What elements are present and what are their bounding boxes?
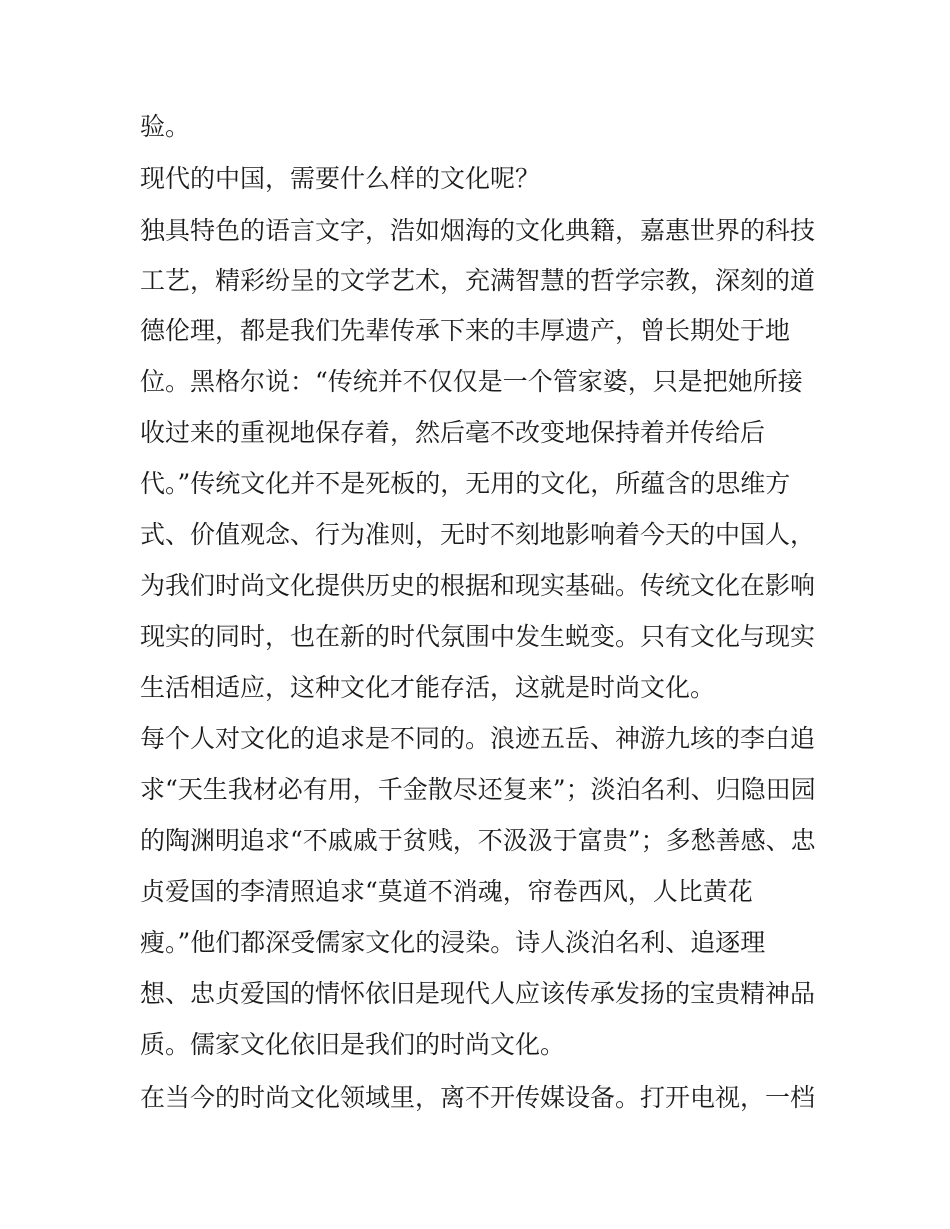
- text-line: 验。: [140, 112, 191, 141]
- text-line: 在当今的时尚文化领域里，离不开传媒设备。打开电视，一档: [140, 1083, 816, 1112]
- text-line: 现实的同时，也在新的时代氛围中发生蜕变。只有文化与现实: [140, 622, 816, 651]
- text-line: 工艺，精彩纷呈的文学艺术，充满智慧的哲学宗教，深刻的道: [140, 266, 816, 295]
- text-line: 想、忠贞爱国的情怀依旧是现代人应该传承发扬的宝贵精神品: [140, 979, 816, 1008]
- text-line: 的陶渊明追求“不戚戚于贫贱，不汲汲于富贵”；多愁善感、忠: [140, 826, 816, 855]
- text-line: 为我们时尚文化提供历史的根据和现实基础。传统文化在影响: [140, 571, 816, 600]
- text-line: 每个人对文化的追求是不同的。浪迹五岳、神游九垓的李白追: [140, 724, 816, 753]
- text-line: 现代的中国，需要什么样的文化呢？: [140, 164, 541, 193]
- text-line: 德伦理，都是我们先辈传承下来的丰厚遗产，曾长期处于地: [140, 316, 791, 345]
- text-line: 瘦。”他们都深受儒家文化的浸染。诗人淡泊名利、追逐理: [140, 928, 766, 957]
- text-line: 收过来的重视地保存着，然后毫不改变地保持着并传给后: [140, 418, 766, 447]
- text-line: 式、价值观念、行为准则，无时不刻地影响着今天的中国人，: [140, 520, 816, 549]
- text-line: 生活相适应，这种文化才能存活，这就是时尚文化。: [140, 673, 716, 702]
- text-line: 求“天生我材必有用，千金散尽还复来”；淡泊名利、归隐田园: [140, 775, 816, 804]
- text-line: 位。黑格尔说：“传统并不仅仅是一个管家婆，只是把她所接: [140, 367, 803, 396]
- text-line: 代。”传统文化并不是死板的，无用的文化，所蕴含的思维方: [140, 469, 791, 498]
- text-line: 质。儒家文化依旧是我们的时尚文化。: [140, 1030, 566, 1059]
- text-line: 独具特色的语言文字，浩如烟海的文化典籍，嘉惠世界的科技: [140, 216, 816, 245]
- text-line: 贞爱国的李清照追求“莫道不消魂，帘卷西风，人比黄花: [140, 877, 753, 906]
